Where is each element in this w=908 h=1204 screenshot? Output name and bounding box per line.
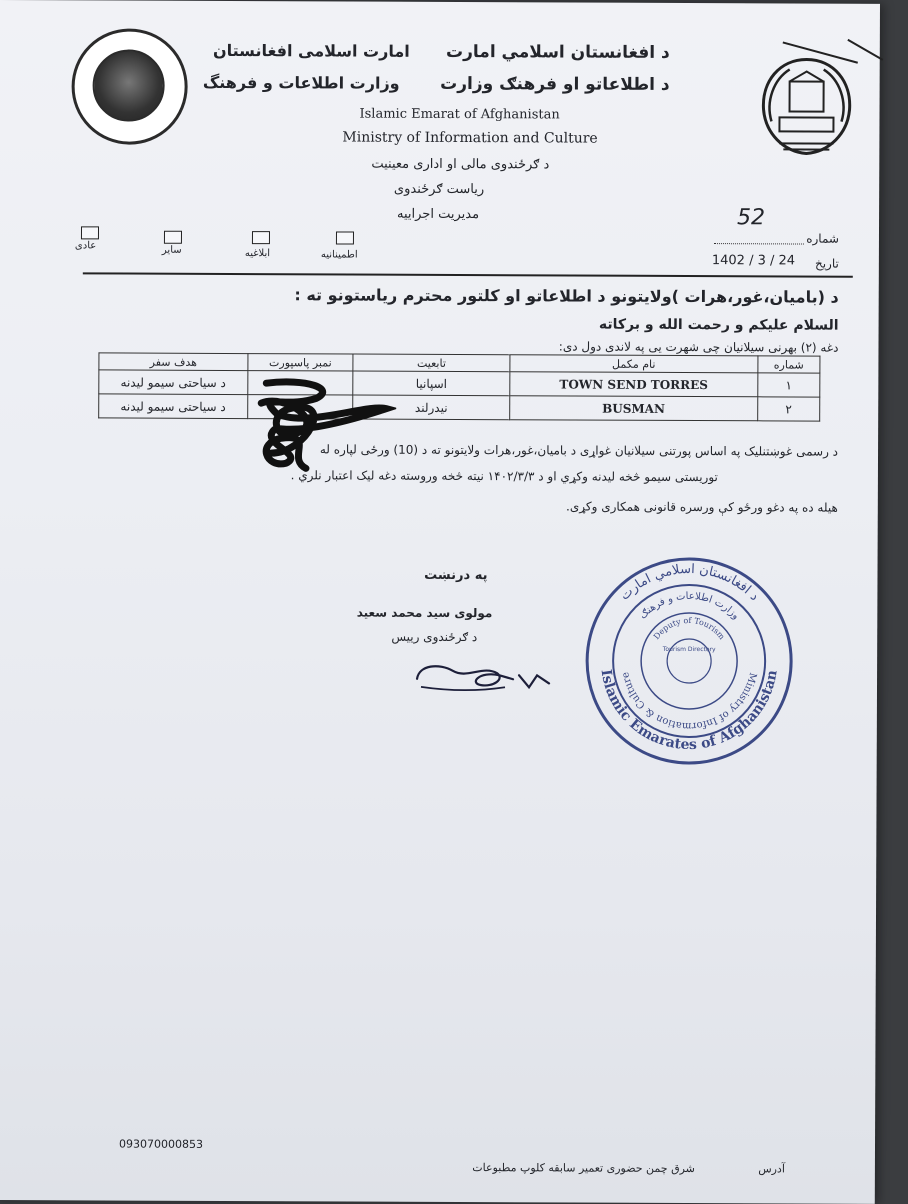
stamp-center-text: Deputy of Tourism (651, 615, 727, 642)
travelers-table (98, 352, 820, 421)
cell-nationality: اسپانیا (353, 371, 510, 396)
body-line-1: د رسمی غوښتنلیک په اساس پورتنی سیلانیان غواړی د بامیان،غور،هرات ولایتونو ته د (10) ورځی لپاره له (319, 442, 839, 459)
stamp-pashto-inner: وزارت اطلاعات و فرهنګ (637, 590, 742, 622)
cell-name: TOWN SEND TORRES (510, 372, 758, 397)
closing-line: په درنښت (424, 567, 488, 584)
english-title-1: Islamic Emarat of Afghanistan (359, 106, 560, 123)
cell-nationality: نیدرلند (353, 395, 510, 420)
table-row (99, 370, 820, 397)
checkbox-other[interactable] (164, 231, 182, 244)
pen-mark (778, 37, 888, 67)
dari-title-2: وزارت اطلاعات و فرهنگ (202, 72, 400, 93)
english-title-2: Ministry of Information and Culture (342, 129, 598, 147)
recipient-line: د (بامیان،غور،هرات )ولایتونو د اطلاعاتو او کلتور محترم ریاستونو ته : (294, 285, 839, 307)
department-line-3: مدیریت اجراییه (396, 206, 480, 223)
dari-title-1: امارت اسلامی افغانستان (212, 40, 410, 61)
cell-purpose: د سیاحتی سیمو لیدنه (99, 370, 248, 395)
footer-phone: 093070000853 (118, 1137, 204, 1151)
official-stamp (583, 555, 796, 768)
header-purpose: هدف سفر (99, 353, 248, 371)
number-value: 52 (737, 205, 766, 231)
stamp-small-text: Tourism Directory (662, 645, 716, 654)
greeting-line: السلام علیکم و رحمت الله و برکاته (598, 316, 839, 334)
stamp-outer-text: Islamic Emarates of Afghanistan (597, 668, 781, 754)
checkbox-assurance[interactable] (336, 231, 354, 244)
number-dotted-line (714, 243, 804, 244)
cell-number: ۲ (757, 397, 819, 421)
cell-purpose: د سیاحتی سیمو لیدنه (99, 394, 248, 419)
footer-address-label: آدرس (758, 1162, 785, 1176)
footer-address: شرق چمن حضوری تعمیر سابقه کلوپ مطبوعات (472, 1161, 695, 1176)
signatory-title: د ګرځندوی رییس (391, 629, 478, 645)
checkbox-notice[interactable] (252, 231, 270, 244)
intro-line: دغه (۲) بهرنی سیلانیان چی شهرت یی په لاندی دول دی: (558, 339, 839, 355)
header-name: نام مکمل (510, 355, 758, 373)
ministry-seal-logo (71, 28, 188, 145)
header-passport: نمبر پاسپورت (248, 354, 353, 371)
date-label: تاریخ (814, 256, 839, 271)
checkbox-label-assurance: اطمینانیه (320, 249, 358, 261)
checkbox-label-notice: ابلاغیه (244, 248, 271, 260)
department-line-2: ریاست ګرځندوی (393, 181, 485, 198)
header-number: شماره (758, 356, 820, 373)
redaction-scribble (246, 373, 396, 474)
cell-name: BUSMAN (510, 396, 758, 421)
checkbox-normal[interactable] (81, 226, 99, 239)
header-nationality: تابعیت (353, 354, 510, 372)
seal-image (92, 49, 164, 121)
pashto-title-1: د افغانستان اسلامي امارت (446, 41, 670, 63)
checkbox-label-normal: عادی (74, 240, 97, 252)
table-row (99, 394, 820, 421)
number-label: شماره (806, 231, 839, 246)
stamp-pashto-ring: د افغانستان اسلامي امارت (617, 561, 762, 605)
svg-text:Deputy of Tourism (652, 616, 727, 642)
department-line-1: د ګرځندوی مالی او اداری معینیت (371, 156, 550, 173)
stamp-inner-text: Ministry of Information & Culture (620, 670, 759, 732)
checkbox-label-other: سایر (161, 244, 182, 256)
header-divider (83, 272, 853, 277)
body-line-3: هیله ده په دغو ورځو کې ورسره قانونی همکاری وکړی. (566, 499, 838, 515)
signature (409, 657, 559, 698)
cell-number: ۱ (758, 373, 820, 397)
pashto-title-2: د اطلاعاتو او فرهنګ وزارت (440, 73, 670, 95)
signatory-name: مولوی سید محمد سعید (356, 605, 493, 621)
body-line-2: توریستی سیمو څخه لیدنه وکړي او د ۱۴۰۲/۳/۳ نیته څخه وروسته دغه لیک اعتبار نلري . (290, 468, 718, 485)
date-value: 1402 / 3 / 24 (711, 253, 796, 269)
